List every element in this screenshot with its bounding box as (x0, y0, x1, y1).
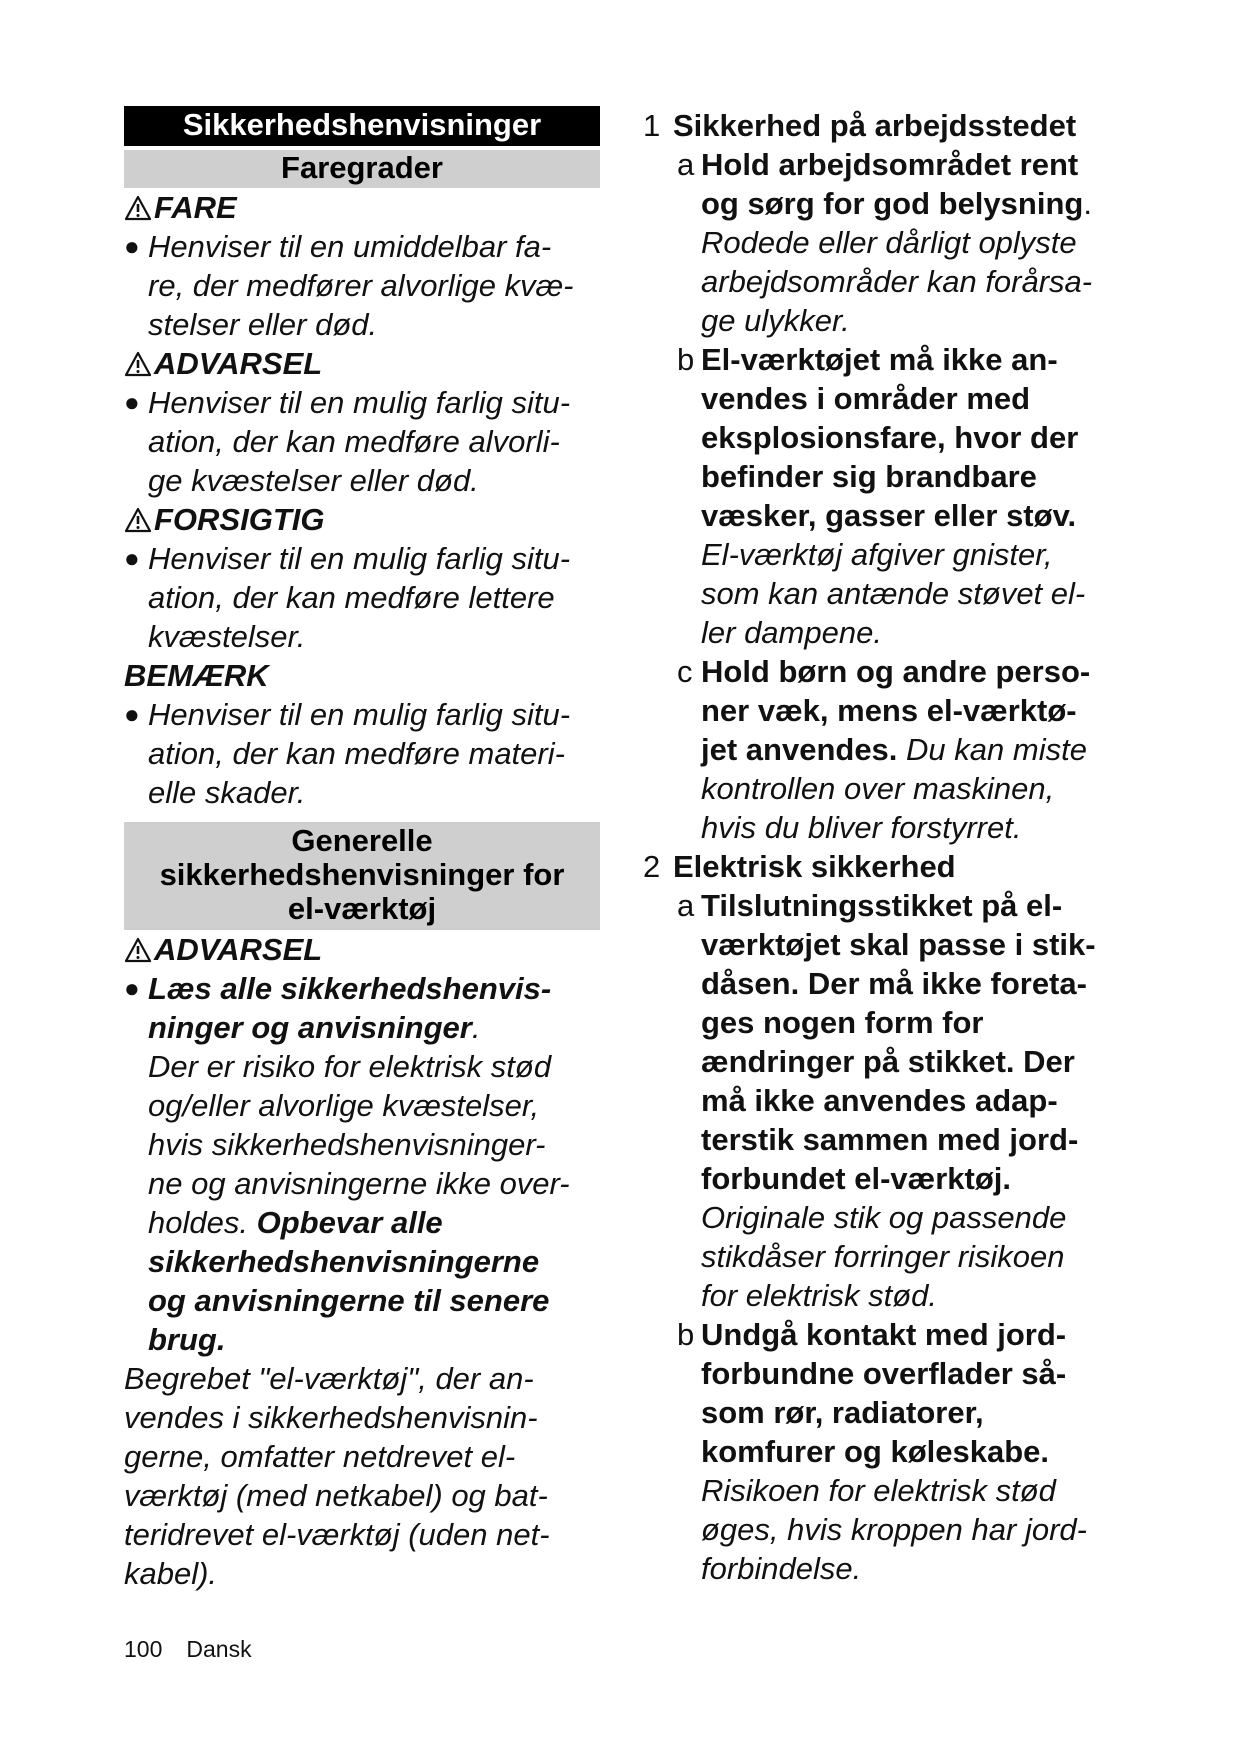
item-letter: b (677, 1317, 695, 1352)
text-line: ler dampene. (701, 615, 882, 650)
forsigtig-label: FORSIGTIG (154, 502, 325, 537)
item-1c (643, 652, 1143, 847)
bold-line: væsker, gasser eller støv. (701, 498, 1077, 533)
text-line: Henviser til en mulig farlig situ- (148, 541, 571, 576)
bold-line: forbundne overflader så- (701, 1356, 1067, 1391)
fare-description (124, 227, 600, 344)
text-line: og/eller alvorlige kvæstelser, (148, 1088, 540, 1123)
bullet: ● (124, 699, 140, 729)
text-part: Du kan miste (897, 732, 1087, 767)
bullet: ● (124, 543, 140, 573)
hazard-levels-title: Faregrader (124, 150, 600, 188)
text-line: arbejdsområder kan forårsa- (701, 264, 1093, 299)
text-line: forbindelse. (701, 1551, 862, 1586)
bold-line: Undgå kontakt med jord- (701, 1317, 1067, 1352)
period: . (1083, 186, 1092, 221)
bold-line: El-værktøjet må ikke an- (701, 342, 1058, 377)
fare-heading (124, 188, 600, 227)
advarsel-heading-2 (124, 930, 600, 969)
definition-paragraph (124, 1359, 600, 1593)
item-letter: a (677, 888, 695, 923)
item-letter: c (677, 654, 693, 689)
text-line: øges, hvis kroppen har jord- (701, 1512, 1087, 1547)
section-title: Elektrisk sikkerhed (673, 849, 956, 884)
text-line: Originale stik og passende (701, 1200, 1067, 1235)
advarsel-label: ADVARSEL (154, 346, 323, 381)
bemaerk-label: BEMÆRK (124, 658, 269, 693)
bold-line: må ikke anvendes adap- (701, 1083, 1058, 1118)
advarsel-label-2: ADVARSEL (154, 932, 323, 967)
bold-part: jet anvendes. (701, 732, 898, 767)
text-line: hvis du bliver forstyrret. (701, 810, 1022, 845)
bold-line: og anvisningerne til senere (148, 1283, 550, 1318)
bold-line: forbundet el-værktøj. (701, 1161, 1012, 1196)
period: . (471, 1010, 481, 1045)
bold-line: brug. (148, 1322, 226, 1357)
text-line: Henviser til en mulig farlig situ- (148, 385, 571, 420)
bullet: ● (124, 973, 140, 1003)
fare-label: FARE (154, 190, 237, 225)
item-1b (643, 340, 1143, 652)
item-2a (643, 886, 1143, 1315)
bold-line: eksplosionsfare, hvor der (701, 420, 1079, 455)
text-line: Rodede eller dårligt oplyste (701, 225, 1077, 260)
text-line: værktøj (med netkabel) og bat- (124, 1478, 548, 1513)
bold-line: ges nogen form for (701, 1005, 984, 1040)
text-line: Der er risiko for elektrisk stød (148, 1049, 552, 1084)
section-2-heading (643, 847, 1143, 886)
bold-line: og sørg for god belysning (701, 186, 1084, 221)
section-number: 1 (643, 108, 661, 143)
title-line: Generelle (291, 823, 433, 858)
right-column (643, 106, 1143, 1588)
read-instructions-item (124, 969, 600, 1359)
bold-line: befinder sig brandbare (701, 459, 1037, 494)
bemaerk-description (124, 695, 600, 812)
page-number: 100 (124, 1636, 163, 1662)
text-line: Henviser til en mulig farlig situ- (148, 697, 571, 732)
title-line: el-værktøj (287, 891, 437, 926)
text-line: kvæstelser. (148, 619, 306, 654)
section-title: Sikkerhedshenvisninger (124, 106, 600, 146)
section-title: Sikkerhed på arbejdsstedet (673, 108, 1077, 143)
bold-line: ner væk, mens el-værktø- (701, 693, 1077, 728)
text-line: ge ulykker. (701, 303, 850, 338)
bold-line: vendes i områder med (701, 381, 1031, 416)
text-line: El-værktøj afgiver gnister, (701, 537, 1053, 572)
forsigtig-heading (124, 500, 600, 539)
page-footer (124, 1636, 276, 1663)
text-line: ge kvæstelser eller død. (148, 463, 479, 498)
forsigtig-description (124, 539, 600, 656)
item-letter: a (677, 147, 695, 182)
text-line: ne og anvisningerne ikke over- (148, 1166, 570, 1201)
bold-line: ændringer på stikket. Der (701, 1044, 1075, 1079)
text-line: Begrebet "el-værktøj", der an- (124, 1361, 534, 1396)
bemaerk-heading (124, 656, 600, 695)
title-line: sikkerhedshenvisninger for (159, 857, 565, 892)
bullet: ● (124, 387, 140, 417)
section-number: 2 (643, 849, 661, 884)
text-line: som kan antænde støvet el- (701, 576, 1086, 611)
bold-line: Hold børn og andre perso- (701, 654, 1091, 689)
bold-line: dåsen. Der må ikke foreta- (701, 966, 1087, 1001)
text-line: stelser eller død. (148, 307, 378, 342)
bold-line: ninger og anvisninger (148, 1010, 472, 1045)
bold-line: komfurer og køleskabe. (701, 1434, 1050, 1469)
item-1a (643, 145, 1143, 340)
text-line: hvis sikkerhedshenvisninger- (148, 1127, 546, 1162)
text-line: Risikoen for elektrisk stød (701, 1473, 1056, 1508)
text-line: vendes i sikkerhedshenvisnin- (124, 1400, 538, 1435)
text-part: holdes. (148, 1205, 257, 1240)
bold-part: Opbevar alle (256, 1205, 443, 1240)
left-column (124, 106, 600, 1593)
text-line: ation, der kan medføre alvorli- (148, 424, 560, 459)
bold-line: Tilslutningsstikket på el- (701, 888, 1063, 923)
bold-line: værktøjet skal passe i stik- (701, 927, 1096, 962)
general-safety-title (124, 822, 600, 930)
text-line: Henviser til en umiddelbar fa- (148, 229, 552, 264)
bold-line: Hold arbejdsområdet rent (701, 147, 1079, 182)
text-line: re, der medfører alvorlige kvæ- (148, 268, 574, 303)
text-line: kontrollen over maskinen, (701, 771, 1055, 806)
text-line: for elektrisk stød. (701, 1278, 937, 1313)
text-line: teridrevet el-værktøj (uden net- (124, 1517, 550, 1552)
text-line: kabel). (124, 1556, 218, 1591)
bold-line: terstik sammen med jord- (701, 1122, 1079, 1157)
section-1-heading (643, 106, 1143, 145)
advarsel-description (124, 383, 600, 500)
warning-triangle-icon (124, 195, 152, 221)
warning-triangle-icon (124, 507, 152, 533)
footer-language: Dansk (186, 1636, 252, 1662)
bold-line: Læs alle sikkerhedshenvis- (148, 971, 552, 1006)
item-letter: b (677, 342, 695, 377)
warning-triangle-icon (124, 351, 152, 377)
bold-line: som rør, radiatorer, (701, 1395, 984, 1430)
warning-triangle-icon (124, 937, 152, 963)
text-line: elle skader. (148, 775, 306, 810)
text-line: ation, der kan medføre materi- (148, 736, 565, 771)
text-line: gerne, omfatter netdrevet el- (124, 1439, 516, 1474)
text-line: ation, der kan medføre lettere (148, 580, 555, 615)
bullet: ● (124, 231, 140, 261)
bold-line: sikkerhedshenvisningerne (148, 1244, 540, 1279)
advarsel-heading (124, 344, 600, 383)
text-line: stikdåser forringer risikoen (701, 1239, 1065, 1274)
item-2b (643, 1315, 1143, 1588)
